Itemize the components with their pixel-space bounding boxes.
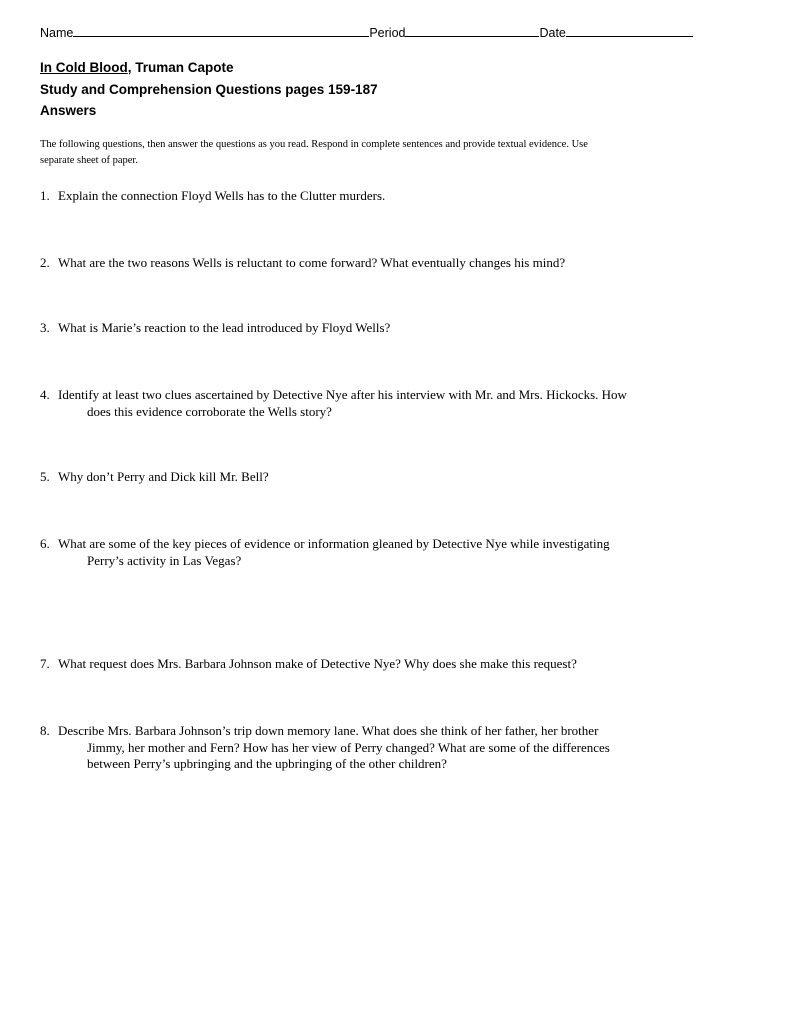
period-label: Period <box>369 26 406 40</box>
question-text-continued: does this evidence corroborate the Wells story? <box>87 403 332 419</box>
question-8 <box>40 723 730 773</box>
question-6 <box>40 536 730 569</box>
date-label: Date <box>539 26 566 40</box>
question-text: Explain the connection Floyd Wells has to the Clutter murders. <box>58 188 386 203</box>
question-text: What are some of the key pieces of evidence or information gleaned by Detective Nye while investigating <box>58 536 610 551</box>
question-number: 1. <box>40 188 50 203</box>
question-4 <box>40 387 730 420</box>
name-blank <box>73 24 369 37</box>
instructions <box>40 137 720 168</box>
answers-heading: Answers <box>40 103 97 118</box>
question-2 <box>40 255 730 272</box>
title-block <box>40 57 378 122</box>
question-3 <box>40 320 730 337</box>
question-number: 6. <box>40 536 50 551</box>
question-number: 2. <box>40 255 50 270</box>
title-line <box>40 57 378 79</box>
question-text: Why don’t Perry and Dick kill Mr. Bell? <box>58 469 269 484</box>
question-text: What is Marie’s reaction to the lead introduced by Floyd Wells? <box>58 320 391 335</box>
question-text: What request does Mrs. Barbara Johnson make of Detective Nye? Why does she make this request? <box>58 656 577 671</box>
question-number: 7. <box>40 656 50 671</box>
question-1 <box>40 188 730 205</box>
question-number: 8. <box>40 723 50 738</box>
question-number: 5. <box>40 469 50 484</box>
author: , Truman Capote <box>127 60 234 75</box>
question-text: Describe Mrs. Barbara Johnson’s trip down memory lane. What does she think of her father, her brother <box>58 723 599 738</box>
question-text-continued: Perry’s activity in Las Vegas? <box>87 552 242 568</box>
question-text-continued: Jimmy, her mother and Fern? How has her view of Perry changed? What are some of the differences <box>87 739 610 755</box>
question-text-continued: between Perry’s upbringing and the upbringing of the other children? <box>87 756 447 771</box>
question-7 <box>40 656 730 673</box>
date-blank <box>566 24 693 37</box>
question-text: Identify at least two clues ascertained by Detective Nye after his interview with Mr. and Mrs. Hickocks. How <box>58 387 627 402</box>
header-fields <box>40 24 693 40</box>
question-number: 4. <box>40 387 50 402</box>
instructions-line-2: separate sheet of paper. <box>40 154 138 166</box>
book-title: In Cold Blood <box>40 60 128 75</box>
question-text: What are the two reasons Wells is reluctant to come forward? What eventually changes his mind? <box>58 255 566 270</box>
subtitle: Study and Comprehension Questions pages 159-187 <box>40 81 378 97</box>
question-number: 3. <box>40 320 50 335</box>
name-label: Name <box>40 26 74 40</box>
question-5 <box>40 469 730 486</box>
instructions-line-1: The following questions, then answer the questions as you read. Respond in complete sentences and provide textual evidence. Use <box>40 139 588 150</box>
period-blank <box>405 24 539 37</box>
